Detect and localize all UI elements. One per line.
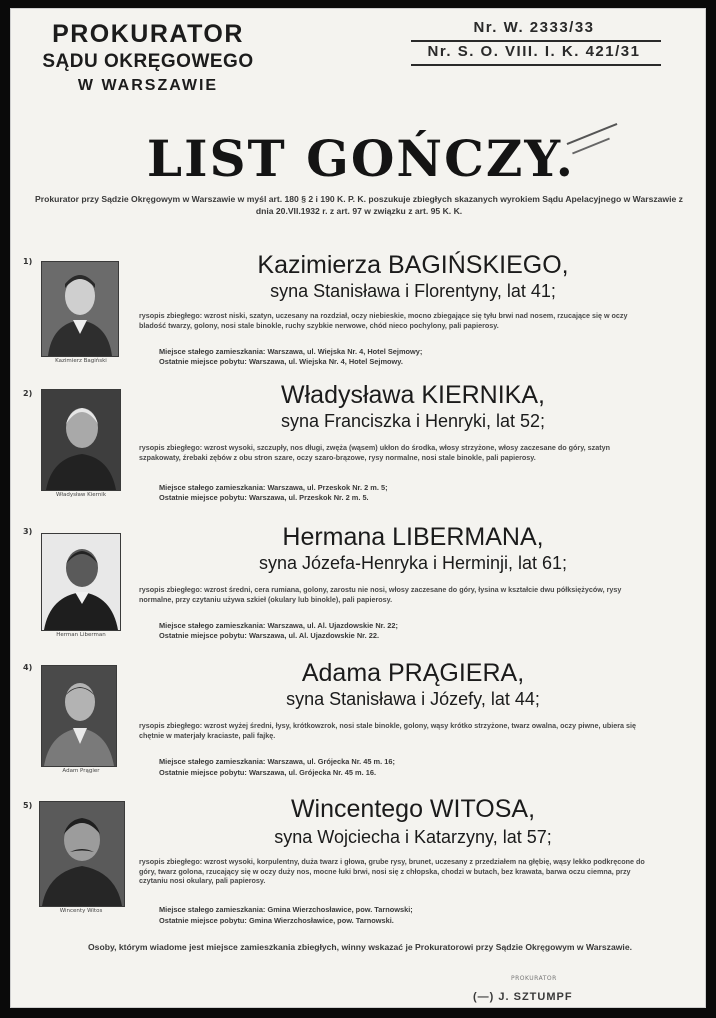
- portrait-photo: [41, 665, 117, 767]
- description: rysopis zbiegłego: wzrost wysoki, szczupły, nos długi, zwęża (wąsem) ukłon do środka, włosy strzyżone, włosy zaczesane do góry, szatyn szpakowaty, źrebaki zębów z obu stron szare, oczy szaro-brązowe, rysy normalne, nosi stale binokle, pali papierosy.: [139, 443, 611, 462]
- issuer-block: [29, 19, 267, 97]
- residence: Miejsce stałego zamieszkania: Warszawa, ul. Al. Ujazdowskie Nr. 22;: [159, 621, 398, 630]
- entry-number: 3): [23, 527, 33, 536]
- entry-number: 5): [23, 801, 33, 810]
- description: rysopis zbiegłego: wzrost wysoki, korpulentny, duża twarz i głowa, grube rysy, brunet, uczesany z przedziałem na głębię, wąsy lekko podkręcone do góry, twarz golona, rzucający się w oczy duży nos, mocne łuki brwi, nosi się z chłopska, chodzi w butach, bez krawata, barwa oczu ciemna, przy czytaniu nosi okulary, pali papierosy.: [139, 857, 645, 885]
- portrait-photo: [41, 261, 119, 357]
- residence: Miejsce stałego zamieszkania: Warszawa, ul. Przeskok Nr. 2 m. 5;: [159, 483, 388, 492]
- portrait-photo: [39, 801, 125, 907]
- photo-caption: Adam Prągier: [62, 768, 100, 774]
- reference-divider: [411, 64, 661, 66]
- issuer-title: PROKURATOR: [52, 20, 244, 48]
- reference-number-2: Nr. S. O. VIII. I. K. 421/31: [427, 43, 641, 60]
- description: rysopis zbiegłego: wzrost średni, cera rumiana, golony, zarostu nie nosi, włosy zaczesane do góry, łysina w kształcie dwu półksiężyców, rysy normalne, przy czytaniu używa szkieł (okulary lub binokle), pali papierosy.: [139, 585, 622, 604]
- wanted-poster: [10, 8, 706, 1008]
- person-name: Kazimierza BAGIŃSKIEGO,: [257, 251, 569, 279]
- last-seen: Ostatnie miejsce pobytu: Warszawa, ul. Al. Ujazdowskie Nr. 22.: [159, 631, 380, 640]
- signature: (—) J. SZTUMPF: [473, 991, 573, 1003]
- photo-caption: Kazimierz Bagiński: [55, 358, 107, 364]
- person-parents: syna Józefa-Henryka i Herminji, lat 61;: [258, 553, 568, 573]
- intro-paragraph: Prokurator przy Sądzie Okręgowym w Warszawie w myśl art. 180 § 2 i 190 K. P. K. poszukuje zbiegłych skazanych wyrokiem Sądu Apelacyjnego w Warszawie z dnia 20.VII.1932 r. z art. 97 w związku z art. 95 K. K.: [35, 194, 683, 216]
- signature-label: PROKURATOR: [511, 975, 557, 982]
- last-seen: Ostatnie miejsce pobytu: Gmina Wierzchosławice, pow. Tarnowski.: [159, 916, 394, 925]
- person-name: Władysława KIERNIKA,: [281, 381, 545, 409]
- entry-number: 1): [23, 257, 33, 266]
- description: rysopis zbiegłego: wzrost niski, szatyn, uczesany na rozdział, oczy niebieskie, mocno zbiegające się tyłu brwi nad nosem, rzucające się w oczy bladość twarzy, golony, nosi stale binokle, ruchy szybkie nerwowe, chód nieco pochylony, pali papierosy.: [139, 311, 628, 330]
- residence: Miejsce stałego zamieszkania: Warszawa, ul. Wiejska Nr. 4, Hotel Sejmowy;: [159, 347, 423, 356]
- person-parents: syna Wojciecha i Katarzyny, lat 57;: [274, 827, 552, 847]
- portrait-photo: [41, 389, 121, 491]
- residence: Miejsce stałego zamieszkania: Warszawa, ul. Grójecka Nr. 45 m. 16;: [159, 757, 395, 766]
- entry-number: 2): [23, 389, 33, 398]
- poster-title: LIST GOŃCZY.: [146, 129, 576, 188]
- last-seen: Ostatnie miejsce pobytu: Warszawa, ul. Przeskok Nr. 2 m. 5.: [159, 493, 369, 502]
- residence: Miejsce stałego zamieszkania: Gmina Wierzchosławice, pow. Tarnowski;: [159, 905, 413, 914]
- portrait-photo: [41, 533, 121, 631]
- person-parents: syna Stanisława i Florentyny, lat 41;: [270, 281, 556, 301]
- reference-divider: [411, 40, 661, 42]
- person-name: Wincentego WITOSA,: [290, 795, 536, 823]
- photo-caption: Herman Liberman: [56, 632, 106, 638]
- issuer-city: W WARSZAWIE: [77, 77, 219, 94]
- closing-notice: Osoby, którym wiadome jest miejsce zamieszkania zbiegłych, winny wskazać je Prokuratorowi przy Sądzie Okręgowym w Warszawie.: [88, 942, 632, 952]
- issuer-court: SĄDU OKRĘGOWEGO: [42, 51, 254, 72]
- photo-caption: Wincenty Witos: [59, 908, 103, 914]
- entry-number: 4): [23, 663, 33, 672]
- photo-caption: Władysław Kiernik: [55, 492, 107, 498]
- person-parents: syna Stanisława i Józefy, lat 44;: [286, 689, 540, 709]
- person-name: Hermana LIBERMANA,: [282, 523, 544, 551]
- person-parents: syna Franciszka i Henryki, lat 52;: [280, 411, 546, 431]
- description: rysopis zbiegłego: wzrost wyżej średni, łysy, krótkowzrok, nosi stale binokle, golony, wąsy krótko strzyżone, twarz owalna, oczy piwne, ubiera się chętnie w materjały kraciaste, pali fajkę.: [139, 721, 636, 740]
- person-name: Adama PRĄGIERA,: [301, 659, 525, 687]
- reference-number-1: Nr. W. 2333/33: [473, 19, 595, 36]
- last-seen: Ostatnie miejsce pobytu: Warszawa, ul. Wiejska Nr. 4, Hotel Sejmowy.: [159, 357, 403, 366]
- last-seen: Ostatnie miejsce pobytu: Warszawa, ul. Grójecka Nr. 45 m. 16.: [159, 768, 377, 777]
